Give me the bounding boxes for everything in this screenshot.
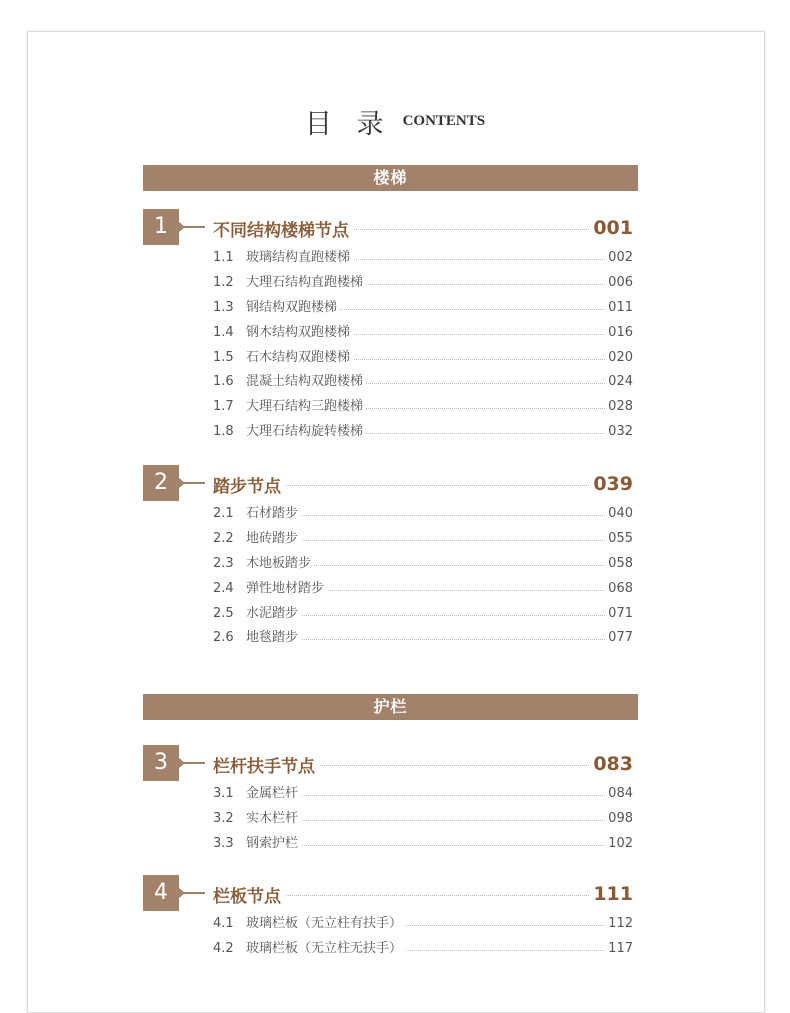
entry-page: 058 [606,552,633,577]
toc-entry[interactable] [143,346,635,371]
chapter-connector-arrow [179,482,205,484]
chapter-page-number: 083 [589,753,633,775]
entry-page: 071 [606,602,633,627]
chapter-connector-arrow [179,762,205,764]
toc-entry[interactable] [143,577,635,602]
chapter-page-number: 039 [589,473,633,495]
toc-entry[interactable] [143,321,635,346]
entry-label: 大理石结构三跑楼梯 [246,395,366,420]
entry-number: 4.1 [213,916,234,931]
entry-label: 地砖踏步 [246,527,301,552]
entry-label: 玻璃结构直跑楼梯 [246,246,353,271]
toc-entry[interactable] [143,626,635,651]
section-band-stairs: 楼梯 [143,165,638,191]
entry-page: 068 [606,577,633,602]
entry-page: 102 [606,832,633,857]
entry-label: 混凝土结构双跑楼梯 [246,370,366,395]
entry-label: 石材踏步 [246,502,301,527]
chapter-number-badge: 2 [143,465,179,501]
entry-label: 钢木结构双跑楼梯 [246,321,353,346]
chapter-number-badge: 4 [143,875,179,911]
entry-page: 084 [606,782,633,807]
entry-label: 大理石结构直跑楼梯 [246,271,366,296]
chapter-title: 栏杆扶手节点 [213,752,319,777]
entry-number: 2.3 [213,555,234,571]
chapter-1-header[interactable] [143,209,635,245]
toc-entry[interactable] [143,502,635,527]
chapter-3 [143,745,635,857]
toc-heading [0,102,790,141]
entry-number: 4.2 [213,940,234,956]
entry-label: 实木栏杆 [246,807,301,832]
entry-number: 2.5 [213,605,234,621]
entry-number: 3.1 [213,786,234,801]
entry-page: 032 [606,420,633,445]
entry-page: 098 [606,807,633,832]
entry-page: 112 [606,912,633,937]
entry-label: 石木结构双跑楼梯 [246,346,353,371]
chapter-4-header[interactable] [143,875,635,911]
toc-heading-en: CONTENTS [402,113,486,129]
entry-page: 028 [606,395,633,420]
chapter-connector-arrow [179,226,205,228]
toc-entry[interactable] [143,420,635,445]
entry-label: 弹性地材踏步 [246,577,327,602]
toc-entry[interactable] [143,832,635,857]
entry-page: 002 [606,246,633,271]
toc-entry[interactable] [143,807,635,832]
chapter-4-items [143,912,635,962]
entry-page: 117 [606,937,633,962]
chapter-1-items [143,246,635,445]
chapter-number-badge: 3 [143,745,179,781]
chapter-2-header[interactable] [143,465,635,501]
chapter-1 [143,209,635,445]
entry-label: 木地板踏步 [246,552,314,577]
entry-number: 2.1 [213,506,234,521]
entry-label: 水泥踏步 [246,602,301,627]
chapter-title: 踏步节点 [213,472,285,497]
entry-number: 2.2 [213,530,234,546]
chapter-title: 不同结构楼梯节点 [213,216,353,241]
entry-number: 1.3 [213,299,234,315]
toc-entry[interactable] [143,296,635,321]
entry-page: 020 [606,346,633,371]
chapter-title: 栏板节点 [213,882,285,907]
toc-entry[interactable] [143,271,635,296]
chapter-connector-arrow [179,892,205,894]
chapter-3-header[interactable] [143,745,635,781]
chapter-3-items [143,782,635,857]
entry-number: 1.2 [213,274,234,290]
entry-number: 1.8 [213,424,234,440]
section-band-railings: 护栏 [143,694,638,720]
entry-page: 024 [606,370,633,395]
entry-number: 1.5 [213,349,234,365]
entry-number: 1.1 [213,250,234,265]
entry-number: 3.2 [213,810,234,826]
entry-label: 玻璃栏板（无立柱有扶手） [246,912,405,937]
toc-entry[interactable] [143,782,635,807]
toc-entry[interactable] [143,527,635,552]
entry-number: 1.6 [213,374,234,390]
entry-page: 011 [606,296,633,321]
entry-page: 006 [606,271,633,296]
entry-label: 玻璃栏板（无立柱无扶手） [246,937,405,962]
toc-entry[interactable] [143,370,635,395]
entry-label: 地毯踏步 [246,626,301,651]
entry-label: 钢结构双跑楼梯 [246,296,340,321]
toc-entry[interactable] [143,246,635,271]
toc-entry[interactable] [143,937,635,962]
entry-page: 040 [606,502,633,527]
entry-label: 金属栏杆 [246,782,301,807]
entry-label: 钢索护栏 [246,832,301,857]
toc-entry[interactable] [143,395,635,420]
entry-number: 1.4 [213,324,234,340]
toc-heading-cn: 目 录 [304,109,392,140]
entry-number: 2.6 [213,630,234,646]
entry-number: 1.7 [213,399,234,415]
toc-entry[interactable] [143,602,635,627]
chapter-4 [143,875,635,962]
toc-entry[interactable] [143,552,635,577]
toc-entry[interactable] [143,912,635,937]
entry-number: 2.4 [213,580,234,596]
chapter-page-number: 001 [589,217,633,239]
entry-page: 016 [606,321,633,346]
entry-label: 大理石结构旋转楼梯 [246,420,366,445]
entry-number: 3.3 [213,835,234,851]
chapter-number-badge: 1 [143,209,179,245]
entry-page: 055 [606,527,633,552]
chapter-page-number: 111 [589,883,633,905]
chapter-2-items [143,502,635,651]
entry-page: 077 [606,626,633,651]
chapter-2 [143,465,635,651]
